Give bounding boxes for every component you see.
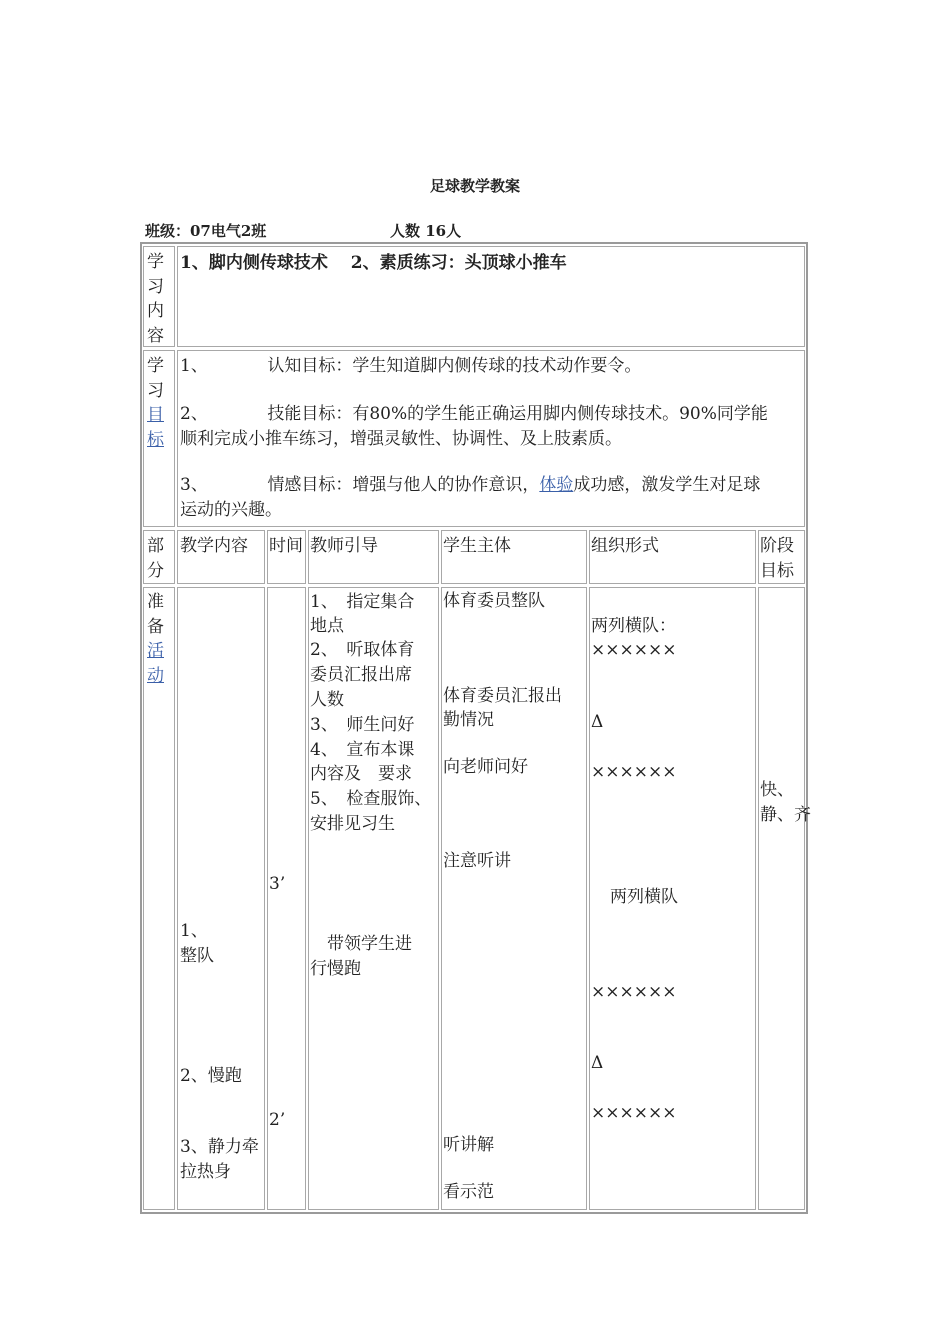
goal-emotion-2: 运动的兴趣。	[180, 500, 282, 520]
item-1-number: 1、	[180, 921, 208, 941]
time-2min: 2’	[269, 1110, 286, 1130]
teacher-position: Δ	[591, 712, 604, 732]
prep-label-cell: 准 备 活 动	[143, 587, 175, 1210]
prep-teacher-cell: 1、 指定集合 地点 2、 听取体育 委员汇报出席 人数 3、 师生问好 4、 宣布本课 内容及 要求 5、 检查服饰、 安排见习生 带领学生进 行慢跑	[308, 587, 439, 1210]
goal-emotion-1: 3、 情感目标：增强与他人的协作意识，体验成功感，激发学生对足球	[180, 475, 761, 495]
goal-link[interactable]: 目	[147, 405, 164, 425]
header-org: 组织形式	[589, 530, 756, 584]
goal-cognitive: 1、 认知目标：学生知道脚内侧传球的技术动作要令。	[180, 356, 642, 376]
item-2-jog: 2、慢跑	[180, 1066, 242, 1086]
prep-time-cell	[267, 587, 306, 1210]
goal-skill-1: 2、 技能目标：有80%的学生能正确运用脚内侧传球技术。90%同学能	[180, 404, 768, 424]
header-stage: 阶段 目标	[758, 530, 805, 584]
item-1-lineup: 整队	[180, 946, 214, 966]
activity-link[interactable]: 活	[147, 641, 164, 661]
goals-text-cell	[177, 350, 805, 527]
document-title: 足球教学教案	[429, 177, 520, 195]
formation-row: ××××××	[591, 982, 677, 1002]
goal-skill-2: 顺利完成小推车练习，增强灵敏性、协调性、及上肢素质。	[180, 429, 622, 449]
prep-stage-cell: 快、 静、齐	[758, 587, 805, 1210]
student-count: 人数 16人	[390, 222, 462, 240]
header-teacher: 教师引导	[308, 530, 439, 584]
item-3-stretch: 3、静力牵	[180, 1137, 259, 1157]
item-3-warmup: 拉热身	[180, 1162, 231, 1182]
time-3min: 3’	[269, 874, 286, 894]
class-info: 班级：07电气2班	[145, 222, 267, 240]
header-student: 学生主体	[441, 530, 587, 584]
header-content: 教学内容	[177, 530, 265, 584]
activity-link-2[interactable]: 动	[147, 665, 164, 686]
formation-row: ××××××	[591, 640, 677, 660]
header-part: 部 分	[143, 530, 175, 584]
content-label-cell: 学 习 内 容	[143, 246, 175, 347]
content-text-cell	[177, 246, 805, 347]
goals-label-cell: 学 习 目 标	[143, 350, 175, 527]
formation-row: ××××××	[591, 762, 677, 782]
header-time: 时间	[267, 530, 306, 584]
teacher-position: Δ	[591, 1053, 604, 1073]
prep-org-cell: 两列横队： ×××××× Δ ×××××× 两列横队 ×××××× Δ ××××××	[589, 587, 756, 1210]
goal-link-2[interactable]: 标	[147, 429, 164, 450]
experience-link[interactable]: 体验	[539, 475, 574, 495]
study-content-text: 1、脚内侧传球技术 2、素质练习：头顶球小推车	[180, 253, 567, 273]
formation-row: ××××××	[591, 1103, 677, 1123]
prep-student-cell: 体育委员整队 体育委员汇报出 勤情况 向老师问好 注意听讲 听讲解 看示范	[441, 587, 587, 1210]
prep-content-cell	[177, 587, 265, 1210]
